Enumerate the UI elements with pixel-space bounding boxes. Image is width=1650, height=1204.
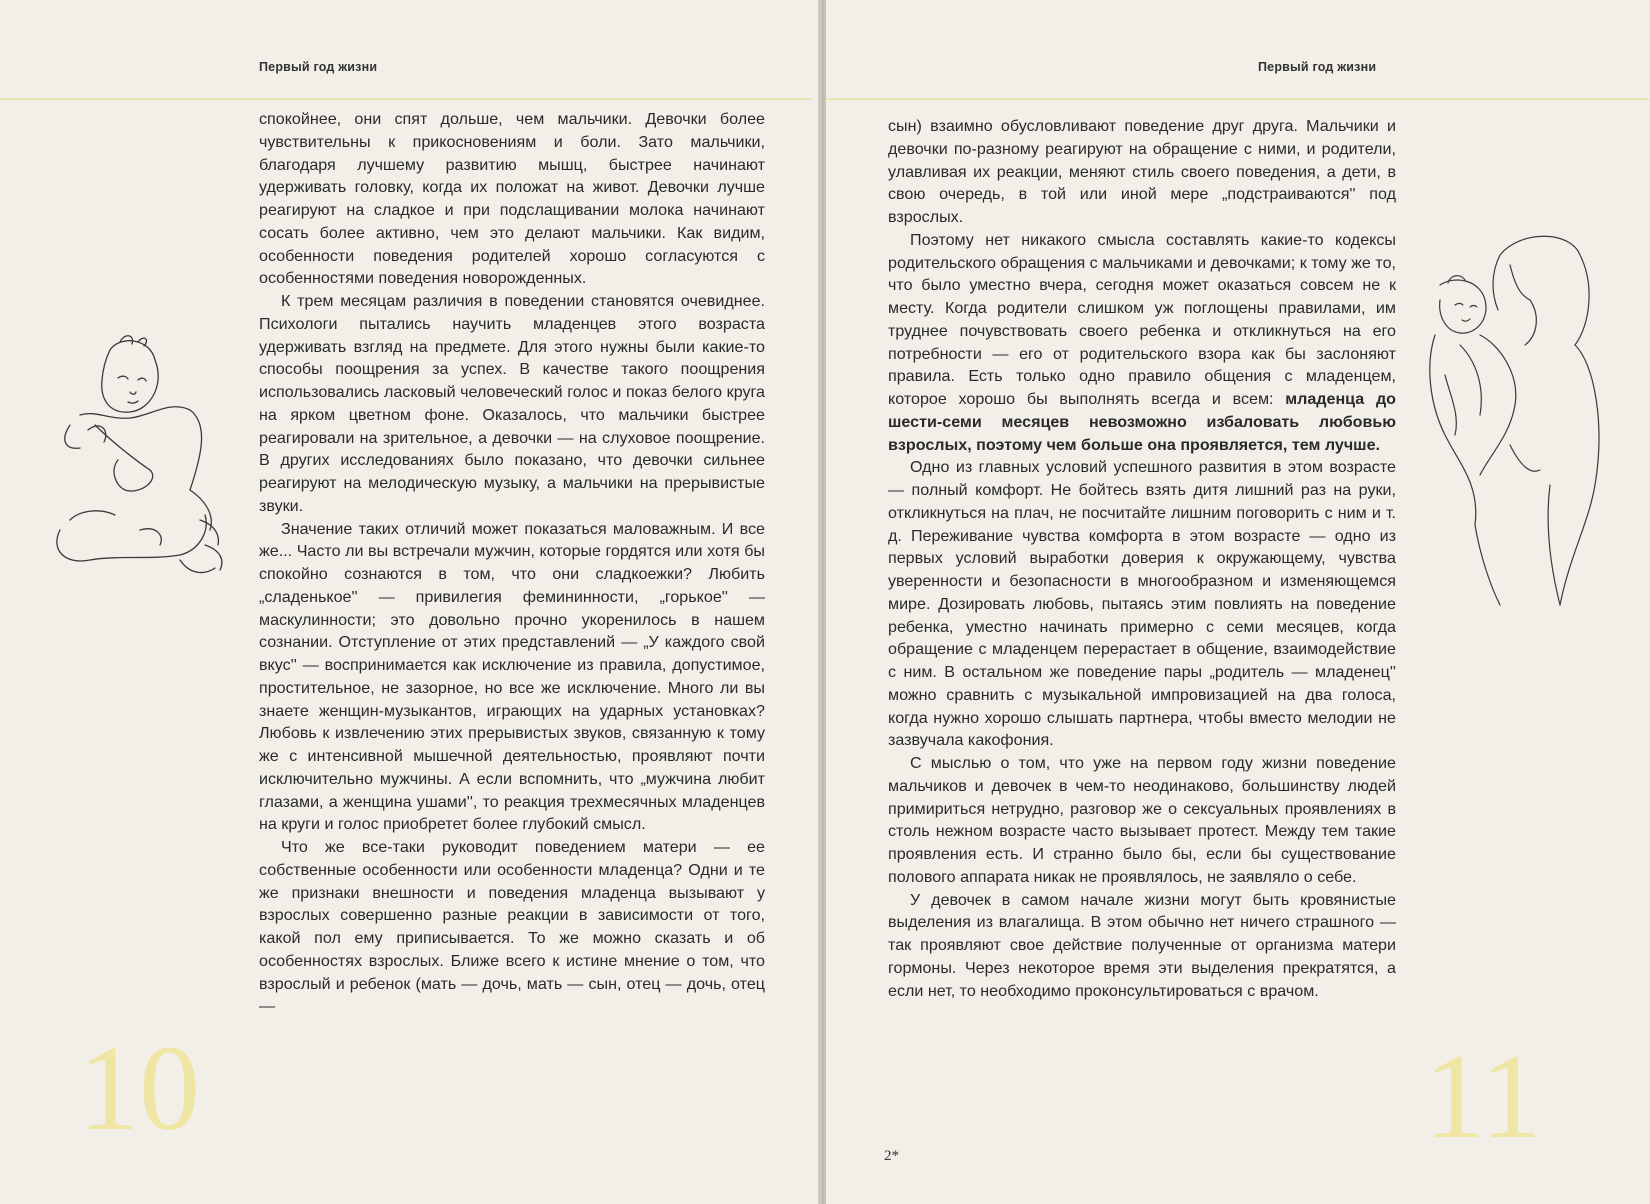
paragraph: Значение таких отличий может показаться маловажным. И все же... Часто ли вы встречали мужчин, которые гордятся или хотя бы спокойно сознаются в том, что они сладкоежки? Любить „сладенькое'' — привилегия фемининности, „горькое'' — маскулинности; это довольно прочно укоренилось в нашем сознании. Отступление от этих представлений — „У каждого свой вкус'' — воспринимается как исключение из правила, допустимое, простительное, не зазорное, но все же исключение. Много ли вы знаете женщин-музыкантов, играющих на ударных установках? Любовь к извлечению этих прерывистых звуков, связанную к тому же с интенсивной мышечной деятельностью, проявляют почти исключительно мужчины. А если вспомнить, что „мужчина любит глазами, а женщина ушами'', то реакция трехмесячных младенцев на круги и голос приобретет более глубокий смысл. (259, 519, 765, 834)
paragraph: У девочек в самом начале жизни могут быть кровянистые выделения из влагалища. В этом обычно нет ничего страшного — так проявляют свое действие полученные от организма матери гормоны. Через некоторое время эти выделения прекратятся, а если нет, то необходимо проконсультироваться с врачом. (888, 890, 1396, 1000)
text-column (259, 108, 765, 1018)
paragraph: сын) взаимно обусловливают поведение друг друга. Мальчики и девочки по-разному реагируют на обращение с ними, и родители, улавливая их реакции, меняют стиль своего поведения, а дети, в свою очередь, в той или иной мере „подстраиваются'' под взрослых. (888, 117, 1396, 226)
emphasis-text: младенца до шести-семи месяцев невозможно избаловать любовью взрослых, поэтому чем больше она проявляется, тем лучше. (888, 390, 1397, 454)
paragraph: Что же все-таки руководит поведением матери — ее собственные особенности или особенности младенца? Одни и те же признаки внешности и поведения младенца вызывают у взрослых совершенно разные реакции в зависимости от того, какой пол ему приписывается. То же можно сказать и об особенностях взрослых. Ближе всего к истине мнение о том, что взрослый и ребенок (мать — дочь, мать — сын, отец — дочь, отец — (259, 838, 765, 1016)
running-head: Первый год жизни (1258, 60, 1377, 74)
header-rule (0, 98, 812, 100)
signature-mark: 2* (884, 1148, 899, 1164)
paragraph: К трем месяцам различия в поведении становятся очевиднее. Психологи пытались научить младенцев этого возраста удерживать взгляд на предмете. Для этого нужны были какие-то способы поощрения за успех. В качестве такого поощрения использовались ласковый человеческий голос и показ белого круга на ярком цветном фоне. Оказалось, что мальчики быстрее реагировали на зрительное, а девочки — на слуховое поощрение. В других исследованиях было показано, что девочки сильнее реагируют на мелодическую музыку, а мальчики на прерывистые звуки. (259, 292, 765, 515)
mother-with-baby-sketch (1420, 225, 1620, 645)
header-rule (826, 98, 1650, 100)
text-column (888, 115, 1396, 1002)
right-page (826, 0, 1650, 1204)
paragraph: С мыслью о том, что уже на первом году жизни поведение мальчиков и девочек в чем-то неодинаково, большинству людей примириться нетрудно, разговор же о сексуальных проявлениях в столь нежном возрасте часто вызывает протест. Между тем такие проявления есть. И странно было бы, если бы существование полового аппарата никак не проявлялось, не заявляло о себе. (888, 754, 1396, 886)
paragraph: Одно из главных условий успешного развития в этом возрасте — полный комфорт. Не бойтесь взять дитя лишний раз на руки, откликнуться на плач, не посчитайте лишним поговорить с ним и т. д. Переживание чувства комфорта в этом возрасте — одно из первых условий выработки доверия к окружающему, чувства уверенности и безопасности в многообразном и изменяющемся мире. Дозировать любовь, пытаясь этим повлиять на поведение ребенка, уместно начинать примерно с семи месяцев, когда обращение с младенцем перерастает в общение, взаимодействие с ним. В остальном же поведение пары „родитель — младенец'' можно сравнить с музыкальной импровизацией на два голоса, когда нужно хорошо слышать партнера, чтобы вместо мелодии не зазвучала какофония. (888, 458, 1396, 750)
page-number: 11 (1424, 1029, 1542, 1164)
paragraph: спокойнее, они спят дольше, чем мальчики. Девочки более чувствительны к прикосновениям и боли. Зато мальчики, благодаря лучшему развитию мышц, быстрее начинают удерживать головку, когда их положат на живот. Девочки лучше реагируют на сладкое и при подслащивании молока начинают сосать более активно, чем это делают мальчики. Как видим, особенности поведения родителей хорошо согласуются с особенностями поведения новорожденных. (259, 110, 765, 288)
running-head: Первый год жизни (259, 60, 378, 74)
paragraph-text: Поэтому нет никакого смысла составлять какие-то кодексы родительского обращения с мальчиками и девочками; к тому же то, что было уместно вчера, сегодня может оказаться совсем не к месту. Когда родители слишком уж поглощены правилами, им труднее почувствовать своего ребенка и откликнуться на его потребности — его от родительского взора как бы заслоняют правила. Есть только одно правило общения с младенцем, которое хорошо бы выполнять всегда и всем: (888, 230, 1396, 408)
paragraph (888, 229, 1396, 457)
left-page (0, 0, 818, 1204)
baby-sketch-illustration (40, 330, 230, 590)
page-number: 10 (78, 1021, 200, 1156)
